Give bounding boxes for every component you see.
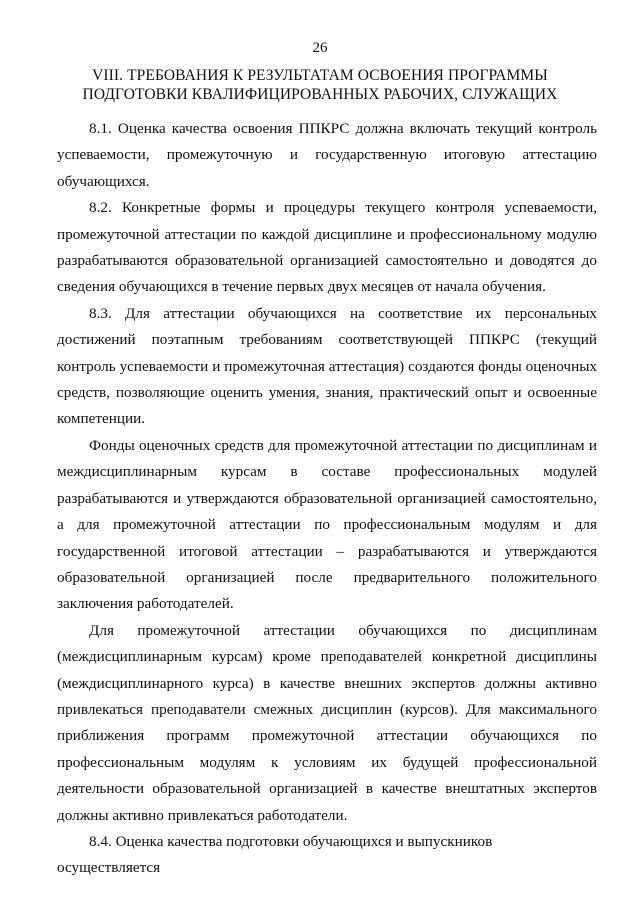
section-heading-line-2: ПОДГОТОВКИ КВАЛИФИЦИРОВАННЫХ РАБОЧИХ, СЛУЖАЩИХ	[82, 86, 558, 103]
paragraph-8-3: 8.3. Для аттестации обучающихся на соответствие их персональных достижений поэтапным требованиям соответствующей ППКРС (текущий контроль успеваемости и промежуточная аттестация) создаются фонды оценочных средств, позволяющие оценить умения, знания, практический опыт и освоенные компетенции.	[57, 304, 597, 428]
paragraph-assessment-funds: Фонды оценочных средств для промежуточной аттестации по дисциплинам и междисциплинарным курсам в составе профессиональных модулей разрабатываются и утверждаются образовательной организацией самостоятельно, а для промежуточной аттестации по профессиональным модулям и для государственной итоговой аттестации – разрабатываются и утверждаются образовательной организацией после предварительного положительного заключения работодателей.	[57, 436, 597, 613]
section-heading-line-1: VIII. ТРЕБОВАНИЯ К РЕЗУЛЬТАТАМ ОСВОЕНИЯ ПРОГРАММЫ	[92, 67, 548, 84]
paragraph-8-1: 8.1. Оценка качества освоения ППКРС должна включать текущий контроль успеваемости, промежуточную и государственную итоговую аттестацию обучающихся.	[57, 120, 597, 190]
paragraph-external-experts: Для промежуточной аттестации обучающихся по дисциплинам (междисциплинарным курсам) кроме преподавателей конкретной дисциплины (междисциплинарного курса) в качестве внешних экспертов должны активно привлекаться преподаватели смежных дисциплин (курсов). Для максимального приближения программ промежуточной аттестации обучающихся по профессиональным модулям к условиям их будущей профессиональной деятельности образовательной организацией в качестве внештатных экспертов должны активно привлекаться работодатели.	[57, 621, 597, 824]
paragraph-8-4: 8.4. Оценка качества подготовки обучающихся и выпускников осуществляется	[57, 832, 493, 877]
section-heading	[60, 66, 580, 104]
paragraph-8-2: 8.2. Конкретные формы и процедуры текущего контроля успеваемости, промежуточной аттестации по каждой дисциплине и профессиональному модулю разрабатываются образовательной организацией самостоятельно и доводятся до сведения обучающихся в течение первых двух месяцев от начала обучения.	[57, 199, 597, 296]
page-number: 26	[312, 40, 328, 56]
document-body	[57, 116, 597, 882]
